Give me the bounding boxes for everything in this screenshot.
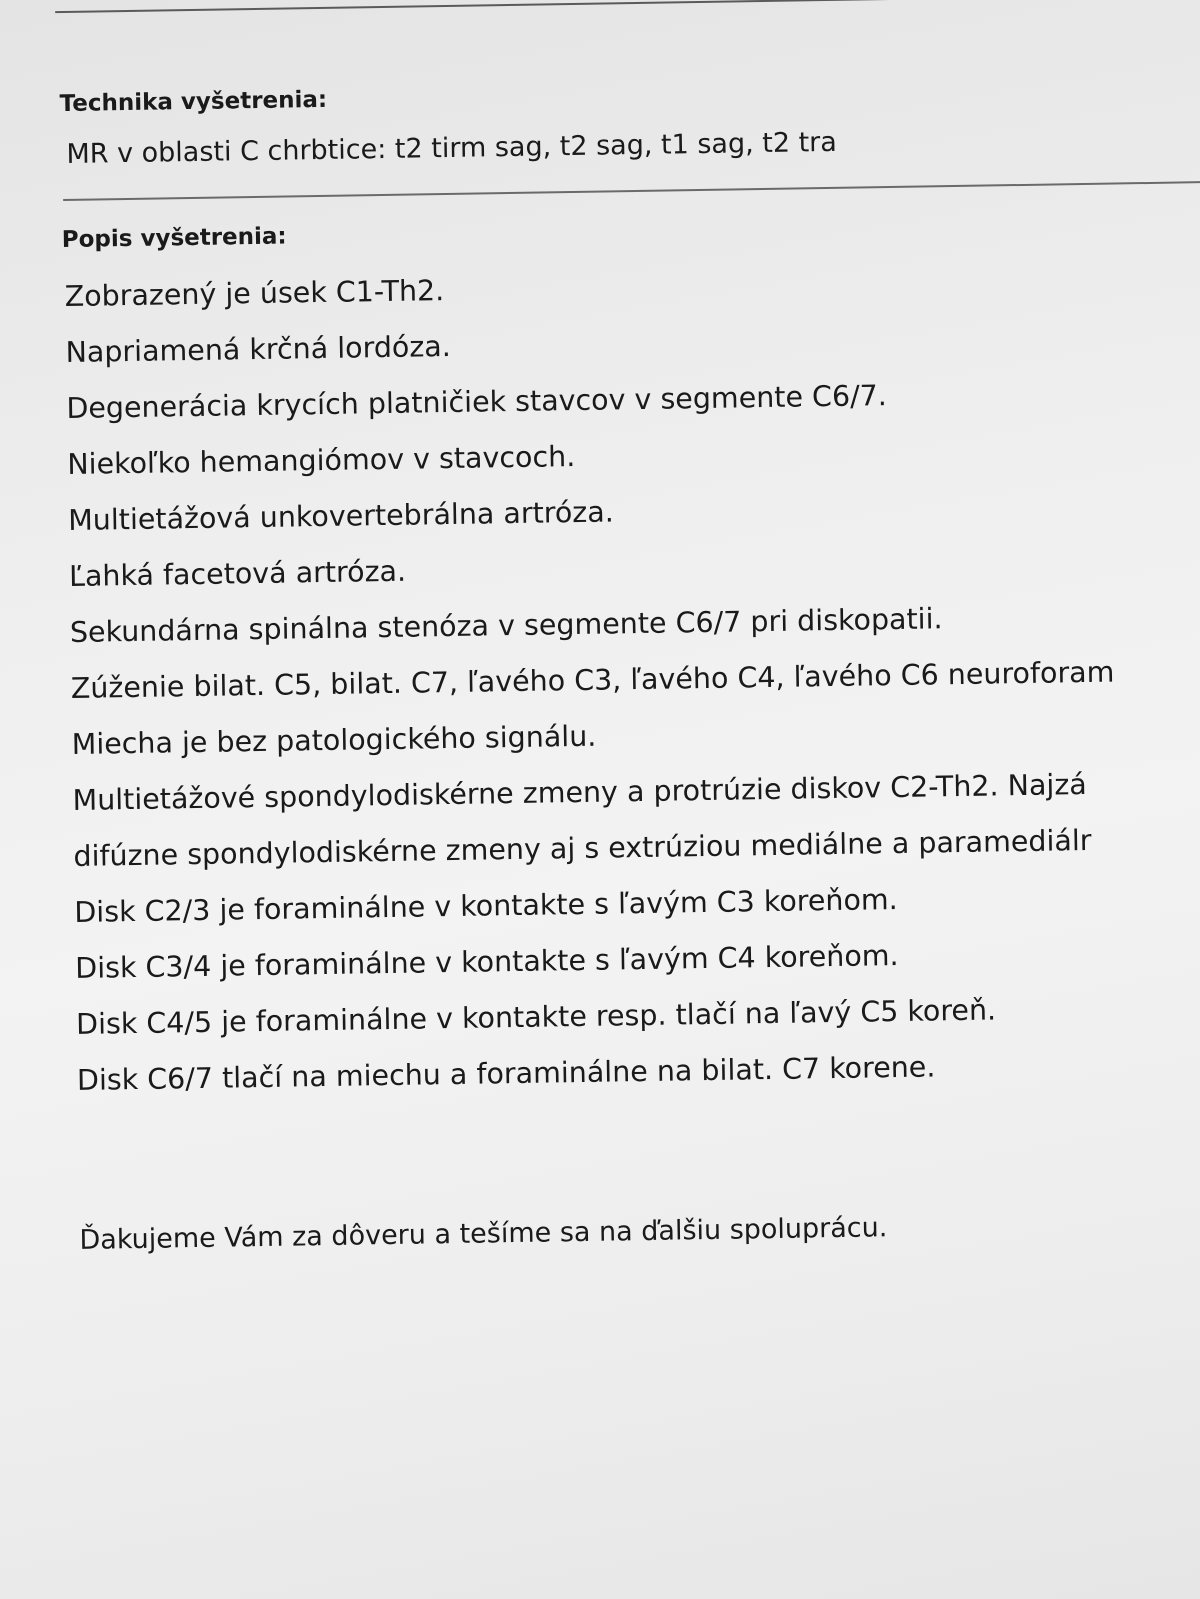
header-divider (55, 0, 1200, 13)
finding-line: Disk C6/7 tlačí na miechu a foraminálne na bilat. C7 korene. (76, 1050, 936, 1097)
technika-heading: Technika vyšetrenia: (59, 86, 328, 118)
finding-line: Ľahká facetová artróza. (68, 554, 407, 593)
finding-line: Multietážové spondylodiskérne zmeny a protrúzie diskov C2-Th2. Najzá (72, 768, 1087, 817)
technika-text: MR v oblasti C chrbtice: t2 tirm sag, t2 sag, t1 sag, t2 tra (66, 126, 838, 170)
finding-line: Disk C3/4 je foraminálne v kontakte s ľavým C4 koreňom. (74, 939, 899, 985)
closing-thanks: Ďakujeme Vám za dôveru a tešíme sa na ďalšiu spoluprácu. (79, 1212, 888, 1256)
finding-line: Zúženie bilat. C5, bilat. C7, ľavého C3, ľavého C4, ľavého C6 neuroforam (70, 655, 1115, 705)
section-divider (63, 181, 1200, 201)
finding-line: Disk C4/5 je foraminálne v kontakte resp. tlačí na ľavý C5 koreň. (75, 993, 997, 1041)
finding-line: Zobrazený je úsek C1-Th2. (64, 274, 445, 314)
finding-line: difúzne spondylodiskérne zmeny aj s extrúziou mediálne a paramediálr (73, 823, 1092, 873)
finding-line: Miecha je bez patologického signálu. (71, 719, 597, 761)
findings-list (64, 253, 1121, 1109)
finding-line: Napriamená krčná lordóza. (65, 329, 452, 370)
finding-line: Degenerácia krycích platničiek stavcov v segmente C6/7. (66, 379, 888, 426)
finding-line: Niekoľko hemangiómov v stavcoch. (67, 440, 576, 481)
finding-line: Sekundárna spinálna stenóza v segmente C6/7 pri diskopatii. (69, 602, 943, 649)
finding-line: Multietážová unkovertebrálna artróza. (67, 495, 615, 537)
finding-line: Disk C2/3 je foraminálne v kontakte s ľavým C3 koreňom. (74, 883, 898, 929)
popis-heading: Popis vyšetrenia: (61, 223, 287, 254)
